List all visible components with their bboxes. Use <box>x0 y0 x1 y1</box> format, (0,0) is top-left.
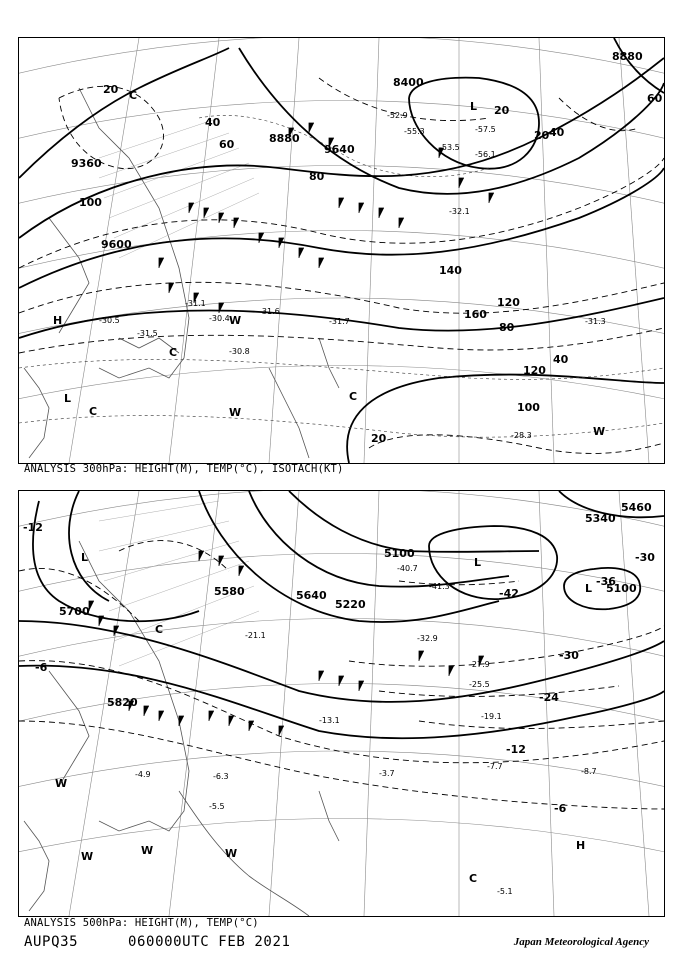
station-temp: -55.3 <box>404 127 425 136</box>
station-temp: -5.1 <box>497 887 513 896</box>
low-center: L <box>585 582 593 595</box>
station-temp: -19.1 <box>481 712 502 721</box>
height-label: 8880 <box>269 132 300 145</box>
isotach-label: 20 <box>103 83 119 96</box>
isotach-label: 80 <box>309 170 325 183</box>
height-label: 5640 <box>296 589 327 602</box>
warm-center: W <box>229 406 242 419</box>
hatch-area <box>99 118 259 258</box>
high-center: H <box>53 314 63 327</box>
temp-label: -12 <box>23 521 43 534</box>
warm-center: W <box>81 850 94 863</box>
station-temp: -30.5 <box>99 316 120 325</box>
station-temp: -52.9 <box>387 111 408 120</box>
isotach-label: 20 <box>534 129 550 142</box>
height-label: 5100 <box>384 547 415 560</box>
hatch-area <box>99 501 259 666</box>
height-label: 8880 <box>612 50 643 63</box>
isotach-label: 60 <box>647 92 663 105</box>
map-300hpa <box>19 38 664 463</box>
warm-center: W <box>593 425 606 438</box>
station-temp: -7.7 <box>487 762 503 771</box>
station-temp: -3.7 <box>379 769 395 778</box>
station-temp: -30.8 <box>229 347 250 356</box>
height-label: 9600 <box>101 238 132 251</box>
height-label: 5340 <box>585 512 616 525</box>
isotach-label: 40 <box>549 126 565 139</box>
high-center: H <box>576 839 586 852</box>
isotach-label: 20 <box>371 432 387 445</box>
analysis-300hpa-panel <box>18 37 665 464</box>
temp-label: -24 <box>539 691 559 704</box>
cold-center: C <box>349 390 358 403</box>
low-center: L <box>474 556 482 569</box>
height-label: 9360 <box>71 157 102 170</box>
temp-label: -36 <box>596 575 616 588</box>
isotach-label: 80 <box>499 321 515 334</box>
station-temp: -31.7 <box>329 317 350 326</box>
chart-id: AUPQ35 <box>24 934 79 950</box>
station-temps <box>135 564 597 896</box>
temp-label: -12 <box>506 743 526 756</box>
station-temp: -31.1 <box>185 299 206 308</box>
temp-label: -6 <box>35 661 48 674</box>
agency-name: Japan Meteorological Agency <box>513 936 649 948</box>
height-label: 5100 <box>606 582 637 595</box>
isotach-label: 120 <box>497 296 520 309</box>
station-temp: -4.9 <box>135 770 151 779</box>
isotach-label: 100 <box>517 401 540 414</box>
temp-label: -42 <box>499 587 519 600</box>
station-temp: -40.7 <box>397 564 418 573</box>
isotach-label: 40 <box>553 353 569 366</box>
station-temp: -28.3 <box>511 431 532 440</box>
warm-center: W <box>55 777 68 790</box>
cold-center: C <box>89 405 98 418</box>
station-temp: -8.7 <box>581 767 597 776</box>
height-label: 5700 <box>59 605 90 618</box>
height-label: 5220 <box>335 598 366 611</box>
station-temp: -5.5 <box>209 802 225 811</box>
warm-center: W <box>141 844 154 857</box>
warm-center: W <box>229 314 242 327</box>
station-temp: -56.1 <box>475 150 496 159</box>
isotach-label: 20 <box>494 104 510 117</box>
station-temp: -32.9 <box>417 634 438 643</box>
height-label: 5580 <box>214 585 245 598</box>
cold-center: C <box>155 623 164 636</box>
cold-center: C <box>169 346 178 359</box>
height-label: 5460 <box>621 501 652 514</box>
height-label: 8400 <box>393 76 424 89</box>
low-center: L <box>470 100 478 113</box>
station-temp: -30.4 <box>209 314 230 323</box>
isotach-label: 160 <box>464 308 487 321</box>
station-temp: -53.5 <box>439 143 460 152</box>
isotach-label: 100 <box>79 196 102 209</box>
station-temp: -21.1 <box>245 631 266 640</box>
isotach-lines <box>19 78 664 453</box>
station-temp: -25.5 <box>469 680 490 689</box>
cold-center: C <box>469 872 478 885</box>
warm-center: W <box>225 847 238 860</box>
isotach-label: 40 <box>205 116 221 129</box>
height-label: 9640 <box>324 143 355 156</box>
temp-label: -30 <box>559 649 579 662</box>
isotach-label: 120 <box>523 364 546 377</box>
height-label: 5820 <box>107 696 138 709</box>
station-temp: -32.1 <box>449 207 470 216</box>
station-temp: -27.9 <box>469 660 490 669</box>
low-center: L <box>81 551 89 564</box>
low-center: L <box>64 392 72 405</box>
map-500hpa <box>19 491 664 916</box>
station-temp: -31.3 <box>585 317 606 326</box>
analysis-500hpa-panel <box>18 490 665 917</box>
station-temp: -31.5 <box>137 329 158 338</box>
caption-500hpa: ANALYSIS 500hPa: HEIGHT(M), TEMP(°C) <box>24 917 259 929</box>
temp-label: -6 <box>554 802 567 815</box>
temp-label: -30 <box>635 551 655 564</box>
isotherm-lines <box>19 541 664 809</box>
cold-center: C <box>129 89 138 102</box>
station-temp: -41.3 <box>429 582 450 591</box>
isotach-label: 60 <box>219 138 235 151</box>
caption-300hpa: ANALYSIS 300hPa: HEIGHT(M), TEMP(°C), ISOTACH(KT) <box>24 463 344 475</box>
station-temp: -31.6 <box>259 307 280 316</box>
temperature-labels <box>23 521 655 815</box>
station-temp: -13.1 <box>319 716 340 725</box>
valid-time: 060000UTC FEB 2021 <box>128 934 291 950</box>
station-temp: -57.5 <box>475 125 496 134</box>
station-temp: -6.3 <box>213 772 229 781</box>
isotach-label: 140 <box>439 264 462 277</box>
